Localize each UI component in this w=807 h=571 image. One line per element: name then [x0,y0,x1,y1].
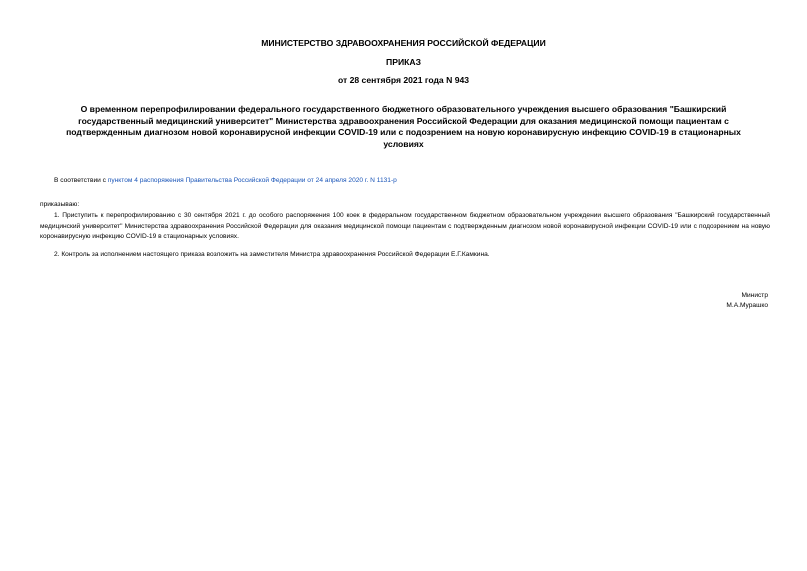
signatory-position: Министр [741,292,768,299]
preamble-prefix: В соответствии с [54,177,108,184]
document-title: О временном перепрофилировании федерального государственного бюджетного образовательного учреждения высшего образования "Башкирский государственный медицинский университет" Министерства здравоохранения Российской Федерации для оказания медицинской помощи пациентам с подтвержденным диагнозом новой коронавирусной инфекции COVID-19 или с подозрением на новую коронавирусную инфекцию COVID-19 в стационарных условиях [66,104,741,149]
ministry-heading: МИНИСТЕРСТВО ЗДРАВООХРАНЕНИЯ РОССИЙСКОЙ ФЕДЕРАЦИИ [261,38,546,48]
order-item-1: 1. Приступить к перепрофилированию с 30 сентября 2021 г. до особого распоряжения 100 коек в федеральном государственном бюджетном образовательном учреждении высшего образования "Башкирский государственный медицинский университет" Министерства здравоохранения Российской Федерации для оказания медицинской помощи пациентам с подтвержденным диагнозом новой коронавирусной инфекции COVID-19 или с подозрением на новую коронавирусную инфекцию COVID-19 в стационарных условиях. [40,212,770,240]
order-item-2: 2. Контроль за исполнением настоящего приказа возложить на заместителя Министра здравоохранения Российской Федерации Е.Г.Камкина. [54,251,490,258]
document-date: от 28 сентября 2021 года N 943 [337,75,470,85]
order-word: приказываю: [40,201,80,208]
document-type-heading: ПРИКАЗ [386,57,421,67]
signatory-name: М.А.Мурашко [726,302,768,309]
legal-reference-link[interactable]: пунктом 4 распоряжения Правительства Российской Федерации от 24 апреля 2020 г. N 1131-р [107,177,397,184]
preamble-paragraph [40,176,770,187]
